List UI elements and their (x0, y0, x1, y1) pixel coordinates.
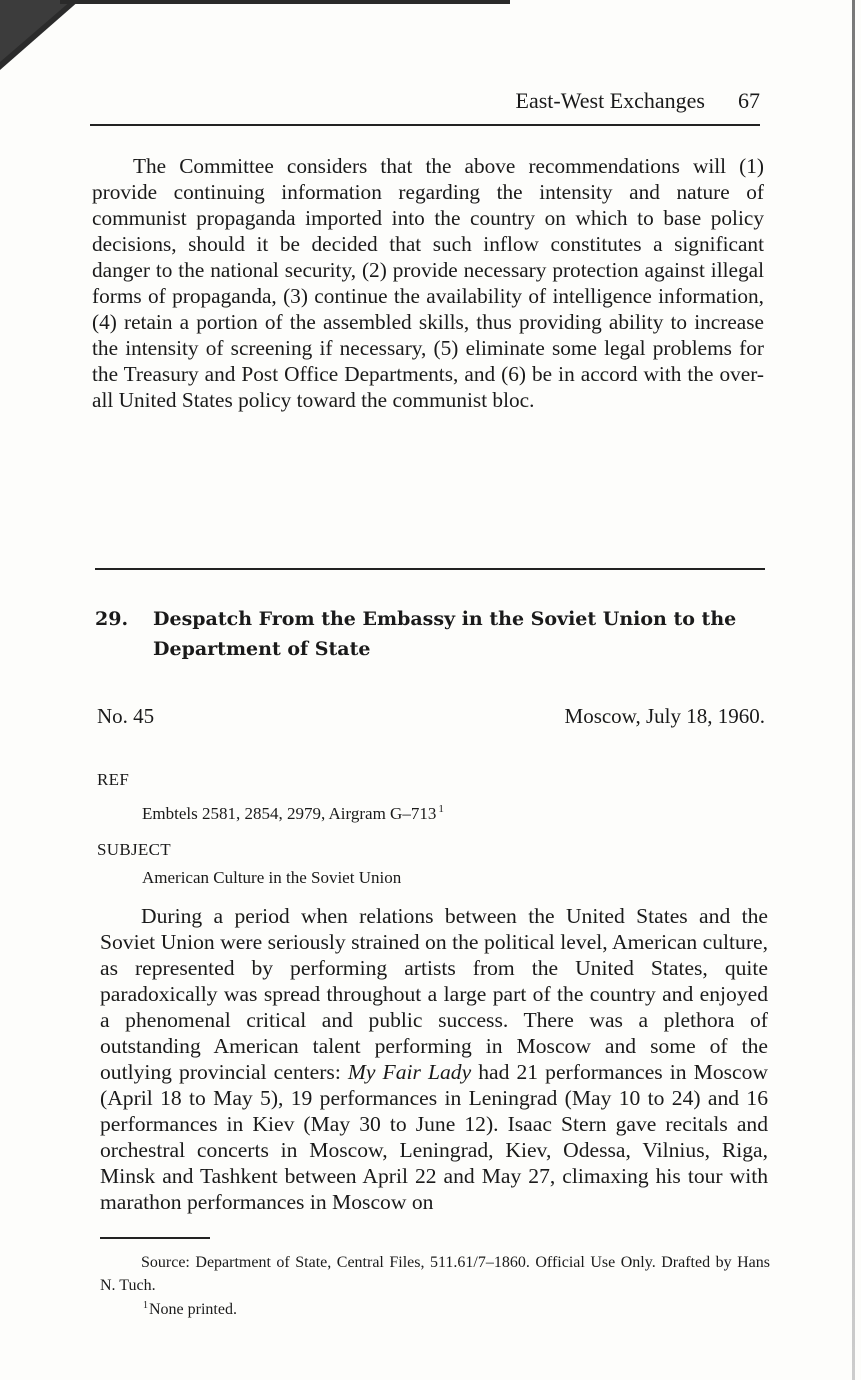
body-text-part-1: During a period when relations between the United States and the Soviet Union were seriously strained on the political level, American culture, as represented by performing artists from the United States, quite paradoxically was spread throughout a large part of the country and enjoyed a phenomenal critical and public success. There was a plethora of outstanding American talent performing in Moscow and some of the outlying provincial centers: (100, 904, 768, 1084)
subject-label: SUBJECT (97, 840, 171, 859)
running-head-title: East-West Exchanges (515, 88, 705, 113)
section-divider (95, 568, 765, 570)
footnote-1-text: None printed. (149, 1301, 237, 1318)
document-number: 29. (95, 608, 129, 630)
footnote-rule (100, 1237, 210, 1239)
page-number: 67 (738, 88, 760, 113)
despatch-body-paragraph (100, 903, 768, 1215)
page-corner-fold (0, 0, 80, 80)
page-right-edge-shadow (852, 0, 855, 1380)
committee-paragraph: The Committee considers that the above recommendations will (1) provide continuing information regarding the intensity and nature of communist propaganda imported into the country on which to base policy decisions, should it be decided that such inflow constitutes a significant danger to the national security, (2) provide necessary protection against illegal forms of propaganda, (3) continue the availability of intelligence information, (4) retain a portion of the assembled skills, thus providing ability to increase the intensity of screening if necessary, (5) eliminate some legal problems for the Treasury and Post Office Departments, and (6) be in accord with the over-all United States policy toward the communist bloc. (92, 154, 764, 412)
footnote-marker: 1 (438, 803, 444, 815)
place-and-date: Moscow, July 18, 1960. (564, 704, 765, 728)
ref-text (142, 803, 444, 824)
footnote-1-marker: 1 (143, 1300, 148, 1311)
ref-text-content: Embtels 2581, 2854, 2979, Airgram G–713 (142, 804, 437, 823)
ref-label: REF (97, 770, 130, 789)
body-text-part-2: had 21 performances in Moscow (April 18 to May 5), 19 performances in Leningrad (May 10 to 24) and 16 performances in Kiev (May 30 to June 12). Isaac Stern gave recitals and orchestral concerts in Moscow, Leningrad, Kiev, Odessa, Vilnius, Riga, Minsk and Tashkent between April 22 and May 27, climaxing his tour with marathon performances in Moscow on (100, 1060, 768, 1214)
document-title: Despatch From the Embassy in the Soviet Union to the Department of State (153, 608, 737, 660)
subject-text: American Culture in the Soviet Union (142, 868, 402, 887)
page-top-edge-shadow (60, 0, 510, 4)
footnote-1 (100, 1294, 770, 1321)
running-head (90, 86, 760, 126)
show-title: My Fair Lady (347, 1060, 472, 1084)
source-footnote: Source: Department of State, Central Files, 511.61/7–1860. Official Use Only. Drafted by Hans N. Tuch. (100, 1254, 770, 1294)
despatch-number: No. 45 (97, 704, 155, 728)
